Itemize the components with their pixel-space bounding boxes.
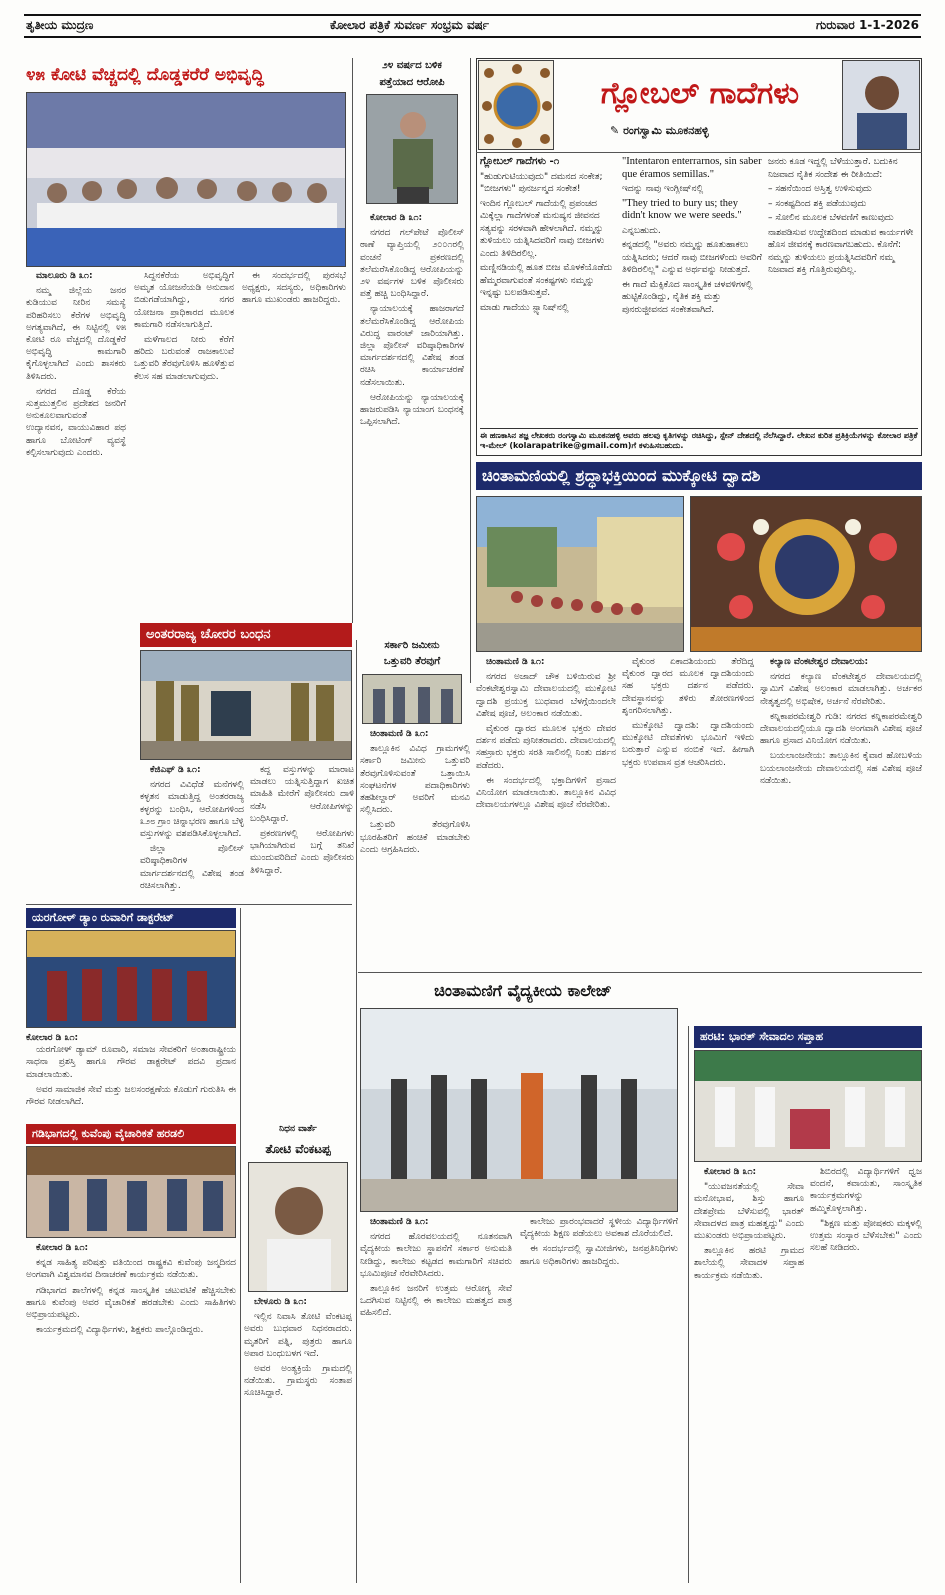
robbers-para: ನಗರದ ವಿವಿಧೆಡೆ ಮನೆಗಳಲ್ಲಿ ಕಳ್ಳತನ ಮಾಡುತ್ತಿದ್ದ ಅಂತರರಾಜ್ಯ ಕಳ್ಳರನ್ನು ಬಂಧಿಸಿ, ಆರೋಪಿಗಳಿಂದ ೩೨೮ ಗ್ರಾಂ ಚಿನ್ನಾಭರಣ ಹಾಗೂ ಬೆಳ್ಳಿ ವಸ್ತುಗಳನ್ನು ವಶಪಡಿಸಿಕೊಳ್ಳಲಾಗಿದೆ. xyxy=(140,780,244,840)
development-dateline: ಮಾಲೂರು ಡಿ ೩೧: xyxy=(36,271,93,281)
development-para-5: ಈ ಸಂದರ್ಭದಲ್ಲಿ ಪುರಸಭೆ ಅಧ್ಯಕ್ಷರು, ಸದಸ್ಯರು, ಅಧಿಕಾರಿಗಳು ಹಾಗೂ ಮುಖಂಡರು ಹಾಜರಿದ್ದರು. xyxy=(242,271,346,306)
dwadashi-col-2 xyxy=(622,656,754,986)
doctorate-para: ಅವರ ಸಾಮಾಜಿಕ ಸೇವೆ ಮತ್ತು ಜಲಸಂರಕ್ಷಣೆಯ ಕೊಡುಗೆ ಗುರುತಿಸಿ ಈ ಗೌರವ ನೀಡಲಾಗಿದೆ. xyxy=(26,1084,236,1108)
obituary-dateline: ಬೇಳೂರು ಡಿ ೩೧: xyxy=(254,1297,307,1307)
divider xyxy=(688,1026,689,1583)
moral-point-3: – ಸೋಲಿನ ಮೂಲಕ ಬೆಳವಣಿಗೆ ಕಾಣುವುದು xyxy=(768,213,894,223)
obituary-name: ತೋಟಿ ವೆಂಕಟಪ್ಪ xyxy=(265,1142,331,1156)
divider xyxy=(476,152,922,153)
global-proverbs-col-1 xyxy=(480,156,616,426)
divider xyxy=(26,904,352,905)
dwadashi-dateline: ಚಿಂತಾಮಣಿ ಡಿ ೩೧: xyxy=(486,657,545,667)
moral-point-2: – ಸಂಕಷ್ಟದಿಂದ ಶಕ್ತಿ ಪಡೆಯುವುದು xyxy=(768,198,867,209)
bharatseva-headline: ಹರಟಿ: ಭಾರತ್ ಸೇವಾದಲ ಸಪ್ತಾಹ xyxy=(694,1026,922,1048)
bharatseva-col-2 xyxy=(810,1166,922,1582)
global-proverbs-author: ರಂಗಸ್ವಾಮಿ ಮೂಕನಹಳ್ಳಿ xyxy=(623,124,709,137)
divider xyxy=(356,640,357,1583)
spanish-quote: "Intentaron enterrarnos, sin saber que éramos semillas." xyxy=(622,156,762,180)
bharatseva-para: "ಯುವಜನತೆಯಲ್ಲಿ ಸೇವಾ ಮನೋಭಾವ, ಶಿಸ್ತು ಹಾಗೂ ದೇಶಪ್ರೇಮ ಬೆಳೆಸುವಲ್ಲಿ ಭಾರತ್ ಸೇವಾದಳದ ಪಾತ್ರ ಮಹತ್ವದ್ದು" ಎಂದು ಮುಖಂಡರು ಅಭಿಪ್ರಾಯಪಟ್ಟರು. xyxy=(694,1182,804,1242)
landscam-headline-2: ಪತ್ತೆಯಾದ ಆರೋಪಿ xyxy=(379,77,445,88)
medical-dateline: ಚಿಂತಾಮಣಿ ಡಿ ೩೧: xyxy=(370,1217,429,1227)
gadibhaga-para: ಗಡಿಭಾಗದ ಶಾಲೆಗಳಲ್ಲಿ ಕನ್ನಡ ಸಾಂಸ್ಕೃತಿಕ ಚಟುವಟಿಕೆ ಹೆಚ್ಚಿಸಬೇಕು ಹಾಗೂ ಕುವೆಂಪು ಅವರ ವೈಚಾರಿಕತೆ ಹರಡಬೇಕು ಎಂದು ಸಾಹಿತಿಗಳು ಅಭಿಪ್ರಾಯಪಟ್ಟರು. xyxy=(26,1285,236,1321)
author-photo xyxy=(842,60,920,150)
medical-para: ತಾಲ್ಲೂಕಿನ ಜನರಿಗೆ ಉತ್ತಮ ಆರೋಗ್ಯ ಸೇವೆ ಒದಗಿಸುವ ನಿಟ್ಟಿನಲ್ಲಿ ಈ ಕಾಲೇಜು ಮಹತ್ವದ ಪಾತ್ರ ವಹಿಸಲಿದೆ. xyxy=(360,1284,512,1319)
development-photo xyxy=(26,92,346,267)
global-proverbs-para: ಇಂದಿನ ಗ್ಲೋಬಲ್ ಗಾದೆಯಲ್ಲಿ ಪ್ರಪಂಚದ ಮಿಕ್ಕೆಲ್ಲಾ ಗಾದೆಗಳಂತೆ ಮನುಷ್ಯನ ಜೀವನದ ಸತ್ಯವನ್ನು ಸರಳವಾಗಿ ಹೇಳಲಾಗಿದೆ. ನಮ್ಮನ್ನು ತುಳಿಯಲು ಯತ್ನಿಸಿದವರಿಗೆ ನಾವು ಬೀಜಗಳು ಎಂದು ತಿಳಿದಿರಲಿಲ್ಲ. xyxy=(480,198,605,259)
dwadashi-para: ಮುಕ್ಕೋಟಿ ದ್ವಾದಶಿ: ದ್ವಾದಶಿಯಂದು ಮುಕ್ಕೋಟಿ ದೇವತೆಗಳು ಭೂಮಿಗೆ ಇಳಿದು ಬರುತ್ತಾರೆ ಎನ್ನುವ ನಂಬಿಕೆ ಇದೆ. ಹೀಗಾಗಿ ಭಕ್ತರು ಉಪವಾಸ ವ್ರತ ಆಚರಿಸಿದರು. xyxy=(622,721,754,768)
gadibhaga-dateline: ಕೋಲಾರ ಡಿ ೩೧: xyxy=(36,1243,89,1253)
landscam-photo xyxy=(366,94,458,204)
bharatseva-dateline: ಕೋಲಾರ ಡಿ ೩೧: xyxy=(704,1167,757,1177)
global-proverbs-para: "ಹುಡುಗುಟಿಯುವುದು" ದಮನದ ಸಂಕೇತ; "ಬೀಜಗಳು" ಪುನರ್ಜನ್ಮದ ಸಂಕೇತ! xyxy=(480,171,603,194)
global-proverbs-logo xyxy=(478,60,554,150)
development-headline: ೪೫ ಕೋಟಿ ವೆಚ್ಚದಲ್ಲಿ ದೊಡ್ಡಕರೆರೆ ಅಭಿವೃದ್ಧಿ xyxy=(26,65,264,85)
divider xyxy=(240,908,241,1583)
landscam-headline-1: ೨೪ ವರ್ಷದ ಬಳಿಕ xyxy=(382,60,442,71)
govtland-para: ತಾಲ್ಲೂಕಿನ ವಿವಿಧ ಗ್ರಾಮಗಳಲ್ಲಿ ಸರ್ಕಾರಿ ಜಮೀನು ಒತ್ತುವರಿ ತೆರವುಗೊಳಿಸುವಂತೆ ಒತ್ತಾಯಿಸಿ ಸಂಘಟನೆಗಳ ಪದಾಧಿಕಾರಿಗಳು ತಹಶೀಲ್ದಾರ್ ಅವರಿಗೆ ಮನವಿ ಸಲ್ಲಿಸಿದರು. xyxy=(360,744,470,816)
development-para-1: ನಮ್ಮ ಜಿಲ್ಲೆಯ ಜನರ ಕುಡಿಯುವ ನೀರಿನ ಸಮಸ್ಯೆ ಪರಿಹರಿಸಲು ಕೆರೆಗಳ ಅಭಿವೃದ್ಧಿ ಅಗತ್ಯವಾಗಿದೆ, ಈ ನಿಟ್ಟಿನಲ್ಲಿ ೪೫ ಕೋಟಿ ರೂ ವೆಚ್ಚದಲ್ಲಿ ದೊಡ್ಡಕೆರೆ ಅಭಿವೃದ್ಧಿ ಕಾಮಗಾರಿ ಕೈಗೊಳ್ಳಲಾಗಿದೆ ಎಂದು ಶಾಸಕರು ತಿಳಿಸಿದರು. xyxy=(26,286,126,382)
doctorate-dateline: ಕೋಲಾರ ಡಿ ೩೧: xyxy=(26,1033,79,1043)
dwadashi-col-3 xyxy=(760,656,922,956)
landscam-body xyxy=(360,212,464,622)
govtland-photo xyxy=(362,674,462,724)
dwadashi-para: ವೈಕುಂಠ ದ್ವಾರದ ಮೂಲಕ ಭಕ್ತರು ದೇವರ ದರ್ಶನ ಪಡೆದು ಪುನೀತರಾದರು. ದೇವಾಲಯದಲ್ಲಿ ಸಹಸ್ರಾರು ಭಕ್ತರು ಸರತಿ ಸಾಲಿನಲ್ಲಿ ನಿಂತು ದರ್ಶನ ಪಡೆದರು. xyxy=(476,724,616,771)
gadibhaga-headline: ಗಡಿಭಾಗದಲ್ಲಿ ಕುವೆಂಪು ವೈಚಾರಿಕತೆ ಹರಡಲಿ xyxy=(26,1124,236,1144)
gadibhaga-para: ಕನ್ನಡ ಸಾಹಿತ್ಯ ಪರಿಷತ್ತು ವತಿಯಿಂದ ರಾಷ್ಟ್ರಕವಿ ಕುವೆಂಪು ಜನ್ಮದಿನದ ಅಂಗವಾಗಿ ವಿಶ್ವಮಾನವ ದಿನಾಚರಣೆ ಕಾರ್ಯಕ್ರಮ ನಡೆಯಿತು. xyxy=(26,1258,236,1281)
masthead xyxy=(0,0,945,42)
doctorate-photo xyxy=(26,930,236,1028)
obituary-photo xyxy=(248,1162,348,1292)
development-para-4: ಮಳೆಗಾಲದ ನೀರು ಕೆರೆಗೆ ಹರಿದು ಬರುವಂತೆ ರಾಜಕಾಲುವೆ ಒತ್ತುವರಿ ತೆರವುಗೊಳಿಸಿ ಹೂಳೆತ್ತುವ ಕೆಲಸ ಸಹ ಮಾಡಲಾಗುವುದು. xyxy=(134,335,234,382)
robbers-para: ಕದ್ದ ವಸ್ತುಗಳನ್ನು ಮಾರಾಟ ಮಾಡಲು ಯತ್ನಿಸುತ್ತಿದ್ದಾಗ ಖಚಿತ ಮಾಹಿತಿ ಮೇರೆಗೆ ಪೊಲೀಸರು ದಾಳಿ ನಡೆಸಿ ಆರೋಪಿಗಳನ್ನು ಬಂಧಿಸಿದ್ದಾರೆ. xyxy=(250,765,354,824)
bharatseva-col-1 xyxy=(694,1166,804,1582)
robbers-para: ಪ್ರಕರಣಗಳಲ್ಲಿ ಆರೋಪಿಗಳು ಭಾಗಿಯಾಗಿರುವ ಬಗ್ಗೆ ತನಿಖೆ ಮುಂದುವರಿದಿದೆ ಎಂದು ಪೊಲೀಸರು ತಿಳಿಸಿದ್ದಾರೆ. xyxy=(250,829,354,876)
dwadashi-photo-deity xyxy=(690,496,922,652)
obituary-para: ಅವರ ಅಂತ್ಯಕ್ರಿಯೆ ಗ್ರಾಮದಲ್ಲಿ ನಡೆಯಿತು. ಗ್ರಾಮಸ್ಥರು ಸಂತಾಪ ಸೂಚಿಸಿದ್ದಾರೆ. xyxy=(244,1364,352,1399)
govtland-headline-1: ಸರ್ಕಾರಿ ಜಮೀನು xyxy=(384,640,440,651)
robbers-para: ಜಿಲ್ಲಾ ಪೊಲೀಸ್ ವರಿಷ್ಠಾಧಿಕಾರಿಗಳ ಮಾರ್ಗದರ್ಶನದಲ್ಲಿ ವಿಶೇಷ ತಂಡ ರಚಿಸಲಾಗಿತ್ತು. xyxy=(140,844,244,891)
masthead-rule-top xyxy=(24,14,921,16)
robbers-headline: ಅಂತರರಾಜ್ಯ ಚೋರರ ಬಂಧನ xyxy=(140,623,352,647)
global-proverbs-title: ಗ್ಲೋಬಲ್ ಗಾದೆಗಳು xyxy=(600,76,800,111)
global-proverbs-para: ಎನ್ನಬಹುದು. xyxy=(622,225,661,236)
landscam-para-2: ನ್ಯಾಯಾಲಯಕ್ಕೆ ಹಾಜರಾಗದೆ ತಲೆಮರೆಸಿಕೊಂಡಿದ್ದ ಆರೋಪಿಯ ವಿರುದ್ಧ ವಾರಂಟ್ ಜಾರಿಯಾಗಿತ್ತು. ಜಿಲ್ಲಾ ಪೊಲೀಸ್ ವರಿಷ್ಠಾಧಿಕಾರಿಗಳ ಮಾರ್ಗದರ್ಶನದಲ್ಲಿ ವಿಶೇಷ ತಂಡ ರಚಿಸಿ ಕಾರ್ಯಾಚರಣೆ ನಡೆಸಲಾಯಿತು. xyxy=(360,304,464,388)
medical-col-2 xyxy=(520,1216,678,1582)
govtland-dateline: ಚಿಂತಾಮಣಿ ಡಿ ೩೧: xyxy=(370,729,429,739)
landscam-dateline: ಕೋಲಾರ ಡಿ ೩೧: xyxy=(370,213,423,223)
dwadashi-caption: ಕಲ್ಯಾಣ ವೆಂಕಟೇಶ್ವರ ದೇವಾಲಯ: xyxy=(770,657,869,667)
development-col-1 xyxy=(26,270,126,665)
pen-icon: ✎ xyxy=(610,124,620,137)
govtland-para: ಒತ್ತುವರಿ ತೆರವುಗೊಳಿಸಿ ಭೂರಹಿತರಿಗೆ ಹಂಚಿಕೆ ಮಾಡಬೇಕು ಎಂದು ಆಗ್ರಹಿಸಿದರು. xyxy=(360,820,470,855)
medical-para: ಕಾಲೇಜು ಪ್ರಾರಂಭವಾದರೆ ಸ್ಥಳೀಯ ವಿದ್ಯಾರ್ಥಿಗಳಿಗೆ ವೈದ್ಯಕೀಯ ಶಿಕ್ಷಣ ಪಡೆಯಲು ಅವಕಾಶ ದೊರೆಯಲಿದೆ. xyxy=(520,1217,678,1240)
masthead-rule-bottom xyxy=(24,36,921,38)
divider xyxy=(470,58,471,683)
medical-para: ನಗರದ ಹೊರವಲಯದಲ್ಲಿ ನೂತನವಾಗಿ ವೈದ್ಯಕೀಯ ಕಾಲೇಜು ಸ್ಥಾಪನೆಗೆ ಸರ್ಕಾರ ಅನುಮತಿ ನೀಡಿದ್ದು, ಕಾಲೇಜು ಕಟ್ಟಡದ ಕಾಮಗಾರಿಗೆ ಸಚಿವರು ಭೂಮಿಪೂಜೆ ನೆರವೇರಿಸಿದರು. xyxy=(360,1232,512,1279)
doctorate-body xyxy=(26,1032,236,1120)
global-proverbs-author-line xyxy=(610,124,830,138)
development-col-3 xyxy=(242,270,346,630)
divider xyxy=(358,972,922,973)
date-label: ಗುರುವಾರ 1-1-2026 xyxy=(816,18,919,32)
dwadashi-para: ಬಯಲಾಂಜನೇಯ: ತಾಲ್ಲೂಕಿನ ಕೈವಾರ ಹೋಬಳಿಯ ಬಯಲಾಂಜನೇಯ ದೇವಾಲಯದಲ್ಲಿ ಸಹ ವಿಶೇಷ ಪೂಜೆ ನಡೆಯಿತು. xyxy=(760,751,922,786)
global-proverbs-col-2 xyxy=(622,156,762,426)
bharatseva-para: "ಶಿಕ್ಷಣ ಮತ್ತು ಪೋಷಕರು ಮಕ್ಕಳಲ್ಲಿ ಉತ್ತಮ ಸಂಸ್ಕಾರ ಬೆಳೆಸಬೇಕು" ಎಂದು ಸಲಹೆ ನೀಡಿದರು. xyxy=(810,1218,922,1254)
robbers-photo xyxy=(140,650,352,760)
development-para-2: ನಗರದ ದೊಡ್ಡ ಕೆರೆಯ ಸುತ್ತಮುತ್ತಲಿನ ಪ್ರದೇಶದ ಜನರಿಗೆ ಅನುಕೂಲವಾಗುವಂತೆ ಉದ್ಯಾನವನ, ವಾಯುವಿಹಾರ ಪಥ ಹಾಗೂ ಬೋಟಿಂಗ್ ವ್ಯವಸ್ಥೆ ಕಲ್ಪಿಸಲಾಗುವುದು ಎಂದರು. xyxy=(26,386,126,458)
divider xyxy=(352,58,353,623)
dwadashi-photo-queue xyxy=(476,496,684,652)
issue-label: ತೃತೀಯ ಮುದ್ರಣ xyxy=(26,18,94,32)
robbers-dateline: ಕೆಜಿಎಫ್ ಡಿ ೩೧: xyxy=(150,765,201,775)
doctorate-para: ಯರಗೋಳ್ ಡ್ಯಾಮ್ ರೂವಾರಿ, ಸಮಾಜ ಸೇವಕರಿಗೆ ಅಂತಾರಾಷ್ಟ್ರೀಯ ಸಾಧನಾ ಪ್ರಶಸ್ತಿ ಹಾಗೂ ಗೌರವ ಡಾಕ್ಟರೇಟ್ ಪದವಿ ಪ್ರದಾನ ಮಾಡಲಾಯಿತು. xyxy=(26,1045,236,1080)
landscam-para-3: ಆರೋಪಿಯನ್ನು ನ್ಯಾಯಾಲಯಕ್ಕೆ ಹಾಜರುಪಡಿಸಿ ನ್ಯಾಯಾಂಗ ಬಂಧನಕ್ಕೆ ಒಪ್ಪಿಸಲಾಗಿದೆ. xyxy=(360,392,464,428)
development-para-3: ಸಿದ್ದನಕೆರೆಯ ಅಭಿವೃದ್ಧಿಗೆ ಅಮೃತ ಯೋಜನೆಯಡಿ ಅನುದಾನ ಬಿಡುಗಡೆಯಾಗಿದ್ದು, ನಗರ ಯೋಜನಾ ಪ್ರಾಧಿಕಾರದ ಮೂಲಕ ಕಾಮಗಾರಿ ನಡೆಸಲಾಗುತ್ತಿದೆ. xyxy=(134,271,234,330)
global-proverbs-para: ನಾಶಪಡಿಸುವ ಉದ್ದೇಶದಿಂದ ಮಾಡುವ ಕಾರ್ಯಗಳೇ ಹೊಸ ಜೀವನಕ್ಕೆ ಕಾರಣವಾಗಬಹುದು. ಕೊನೆಗೆ: ನಮ್ಮನ್ನು ತುಳಿಯಲು ಪ್ರಯತ್ನಿಸಿದವರಿಗೆ ನಮ್ಮ ನಿಜವಾದ ಶಕ್ತಿ ಗೊತ್ತಿರುವುದಿಲ್ಲ. xyxy=(768,227,914,275)
govtland-headline-2: ಒತ್ತುವರಿ ತೆರವುಗೆ xyxy=(383,656,441,667)
obituary-kicker: ನಿಧನ ವಾರ್ತೆ xyxy=(279,1124,317,1134)
global-proverbs-footer: ಈ ಹಣಕಾಸಿನ ತಜ್ಞ ಲೇಖಕರು ರಂಗಸ್ವಾಮಿ ಮೂಕನಹಳ್ಳಿ ಅವರು ಹಲವು ಕೃತಿಗಳನ್ನು ರಚಿಸಿದ್ದು, ಸ್ಪೇನ್ ದೇಶದಲ್ಲಿ ನೆಲೆಸಿದ್ದಾರೆ. ಲೇಖನ ಕುರಿತ ಪ್ರತಿಕ್ರಿಯೆಗಳನ್ನು ಕೋಲಾರ ಪತ್ರಿಕೆ ಇ-ಮೇಲ್ (kolarapatrike@gmail.com)ಗೆ ಕಳುಹಿಸಬಹುದು. xyxy=(480,428,918,457)
development-col-2 xyxy=(134,270,234,630)
robbers-col-2 xyxy=(250,764,354,1164)
medical-para: ಈ ಸಂದರ್ಭದಲ್ಲಿ ಸ್ವಾಮೀಜಿಗಳು, ಜನಪ್ರತಿನಿಧಿಗಳು ಹಾಗೂ ಅಧಿಕಾರಿಗಳು ಹಾಜರಿದ್ದರು. xyxy=(520,1244,678,1267)
gadibhaga-body xyxy=(26,1242,236,1582)
bharatseva-photo xyxy=(694,1050,922,1162)
obituary-body xyxy=(244,1296,352,1582)
medical-col-1 xyxy=(360,1216,512,1582)
dwadashi-para: ವೈಕುಂಠ ಏಕಾದಶಿಯಂದು ತೆರೆದಿದ್ದ ವೈಕುಂಠ ದ್ವಾರದ ಮೂಲಕ ದ್ವಾದಶಿಯಂದು ಸಹ ಭಕ್ತರು ದರ್ಶನ ಪಡೆದರು. ದೇವಸ್ಥಾನವನ್ನು ತಳಿರು ತೋರಣಗಳಿಂದ ಶೃಂಗರಿಸಲಾಗಿತ್ತು. xyxy=(622,657,754,716)
moral-point-1: – ಸಹನೆಯಿಂದ ಅಸ್ತಿತ್ವ ಉಳಿಸುವುದು xyxy=(768,184,872,194)
gadibhaga-photo xyxy=(26,1146,236,1238)
dwadashi-para: ಕನ್ನಿಕಾಪರಮೇಶ್ವರಿ ಗುಡಿ: ನಗರದ ಕನ್ನಿಕಾಪರಮೇಶ್ವರಿ ದೇವಾಲಯದಲ್ಲಿಯೂ ದ್ವಾದಶಿ ಅಂಗವಾಗಿ ವಿಶೇಷ ಪೂಜೆ ಹಾಗೂ ಪ್ರಸಾದ ವಿನಿಯೋಗ ನಡೆಯಿತು. xyxy=(760,711,922,747)
bharatseva-para: ತಾಲ್ಲೂಕಿನ ಹರಟಿ ಗ್ರಾಮದ ಶಾಲೆಯಲ್ಲಿ ಸೇವಾದಳ ಸಪ್ತಾಹ ಕಾರ್ಯಕ್ರಮ ನಡೆಯಿತು. xyxy=(694,1246,804,1281)
medical-headline: ಚಿಂತಾಮಣಿಗೆ ವೈದ್ಯಕೀಯ ಕಾಲೇಜ್ xyxy=(434,981,612,1000)
paper-title: ಕೋಲಾರ ಪತ್ರಿಕೆ ಸುವರ್ಣ ಸಂಭ್ರಮ ವರ್ಷ xyxy=(330,18,490,32)
global-proverbs-series: ಗ್ಲೋಬಲ್ ಗಾದೆಗಳು -೧ xyxy=(480,156,560,167)
english-quote: "They tried to bury us; they didn't know we were seeds." xyxy=(622,197,742,221)
global-proverbs-para: ಈ ಗಾದೆ ಮೆಕ್ಸಿಕೊದ ಸಾಂಸ್ಕೃತಿಕ ಚಳವಳಿಗಳಲ್ಲಿ ಹುಟ್ಟಿಕೊಂಡಿದ್ದು, ನೈತಿಕ ಶಕ್ತಿ ಮತ್ತು ಪುನರುಜ್ಜೀವನದ ಸಂಕೇತವಾಗಿದೆ. xyxy=(622,279,753,315)
global-proverbs-para: ಜನರು ಕೂಡ ಇದ್ದಲ್ಲಿ ಬೆಳೆಯುತ್ತಾರೆ. ಬದುಕಿನ ನಿಜವಾದ ನೈತಿಕ ಸಂದೇಶ ಈ ರೀತಿಯಿದೆ: xyxy=(768,157,898,180)
dwadashi-para: ನಗರದ ಕಲ್ಯಾಣ ವೆಂಕಟೇಶ್ವರ ದೇವಾಲಯದಲ್ಲಿ ಸ್ವಾಮಿಗೆ ವಿಶೇಷ ಅಲಂಕಾರ ಮಾಡಲಾಗಿತ್ತು. ಅರ್ಚಕರ ನೇತೃತ್ವದಲ್ಲಿ ಅಭಿಷೇಕ, ಅರ್ಚನೆ ನೆರವೇರಿತು. xyxy=(760,672,922,707)
doctorate-headline: ಯರಗೋಳ್ ಡ್ಯಾಂ ರುವಾರಿಗೆ ಡಾಕ್ಟರೇಟ್ xyxy=(26,908,236,928)
global-proverbs-para: ಕನ್ನಡದಲ್ಲಿ "ಅವರು ನಮ್ಮನ್ನು ಹೂತುಹಾಕಲು ಯತ್ನಿಸಿದರು; ಆದರೆ ನಾವು ಬೀಜಗಳೆಂದು ಅವರಿಗೆ ತಿಳಿದಿರಲಿಲ್ಲ" ಎನ್ನುವ ಅರ್ಥವನ್ನು ನೀಡುತ್ತದೆ. xyxy=(622,240,762,275)
dwadashi-para: ನಗರದ ಅಜಾದ್ ಚೌಕ ಬಳಿಯಿರುವ ಶ್ರೀ ವೆಂಕಟೇಶ್ವರಸ್ವಾಮಿ ದೇವಾಲಯದಲ್ಲಿ ಮುಕ್ಕೋಟಿ ದ್ವಾದಶಿ ಪ್ರಯುಕ್ತ ಬುಧವಾರ ಬೆಳಗ್ಗೆಯಿಂದಲೇ ವಿಶೇಷ ಪೂಜೆ, ಅಲಂಕಾರ ನಡೆಯಿತು. xyxy=(476,672,616,719)
gadibhaga-para: ಕಾರ್ಯಕ್ರಮದಲ್ಲಿ ವಿದ್ಯಾರ್ಥಿಗಳು, ಶಿಕ್ಷಕರು ಪಾಲ್ಗೊಂಡಿದ್ದರು. xyxy=(36,1325,204,1336)
medical-photo xyxy=(360,1008,678,1212)
global-proverbs-para: ಇದನ್ನು ನಾವು ಇಂಗ್ಲೀಷ್‌ನಲ್ಲಿ xyxy=(622,184,704,194)
obituary-para: ಇಲ್ಲಿನ ನಿವಾಸಿ ತೋಟಿ ವೆಂಕಟಪ್ಪ ಅವರು ಬುಧವಾರ ನಿಧನರಾದರು. ಮೃತರಿಗೆ ಪತ್ನಿ, ಪುತ್ರರು ಹಾಗೂ ಅಪಾರ ಬಂಧುಬಳಗ ಇದೆ. xyxy=(244,1312,352,1359)
global-proverbs-para: ಮಾಡು ಗಾದೆಯು ಸ್ಪ್ಯಾನಿಷ್‌ನಲ್ಲಿ xyxy=(480,302,569,313)
global-proverbs-para: ಮಣ್ಣಿನಡಿಯಲ್ಲಿ ಹೂತ ಬೀಜ ಮೊಳಕೆಯೊಡೆದು ಹೆಮ್ಮರವಾಗುವಂತೆ ಸಂಕಷ್ಟಗಳು ನಮ್ಮನ್ನು ಇನ್ನಷ್ಟು ಬಲಪಡಿಸುತ್ತವೆ. xyxy=(480,263,613,298)
govtland-body xyxy=(360,728,470,978)
dwadashi-col-1 xyxy=(476,656,616,986)
dwadashi-headline: ಚಿಂತಾಮಣಿಯಲ್ಲಿ ಶ್ರದ್ಧಾಭಕ್ತಿಯಿಂದ ಮುಕ್ಕೋಟಿ ದ್ವಾದಶಿ xyxy=(476,462,922,490)
bharatseva-para: ಶಿಬಿರದಲ್ಲಿ ವಿದ್ಯಾರ್ಥಿಗಳಿಗೆ ಧ್ವಜ ವಂದನೆ, ಕವಾಯತು, ಸಾಂಸ್ಕೃತಿಕ ಕಾರ್ಯಕ್ರಮಗಳನ್ನು ಹಮ್ಮಿಕೊಳ್ಳಲಾಗಿತ್ತು. xyxy=(810,1167,922,1214)
dwadashi-para: ಈ ಸಂದರ್ಭದಲ್ಲಿ ಭಕ್ತಾದಿಗಳಿಗೆ ಪ್ರಸಾದ ವಿನಿಯೋಗ ಮಾಡಲಾಯಿತು. ತಾಲ್ಲೂಕಿನ ವಿವಿಧ ದೇವಾಲಯಗಳಲ್ಲೂ ವಿಶೇಷ ಪೂಜೆ ನೆರವೇರಿತು. xyxy=(476,775,616,811)
global-proverbs-col-3 xyxy=(768,156,918,426)
landscam-para-1: ನಗರದ ಗಲ್‌ಪೇಟೆ ಪೊಲೀಸ್ ಠಾಣೆ ವ್ಯಾಪ್ತಿಯಲ್ಲಿ ೨೦೦೧ರಲ್ಲಿ ವಂಚನೆ ಪ್ರಕರಣದಲ್ಲಿ ತಲೆಮರೆಸಿಕೊಂಡಿದ್ದ ಆರೋಪಿಯನ್ನು ೨೪ ವರ್ಷಗಳ ಬಳಿಕ ಪೊಲೀಸರು ಪತ್ತೆ ಹಚ್ಚಿ ಬಂಧಿಸಿದ್ದಾರೆ. xyxy=(360,228,464,300)
